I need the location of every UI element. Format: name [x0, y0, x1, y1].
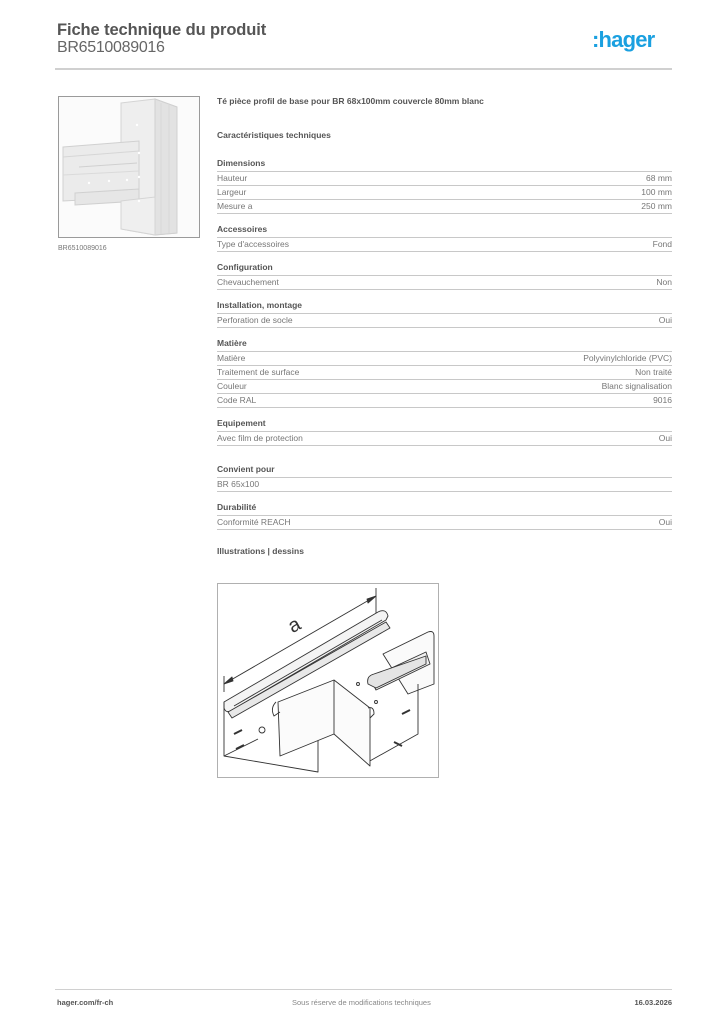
spec-value: Oui [658, 433, 672, 443]
group-dimensions [217, 158, 672, 214]
group-convient-pour [217, 464, 672, 492]
spec-row [217, 516, 672, 530]
spec-label: BR 65x100 [217, 479, 260, 489]
spec-row [217, 432, 672, 446]
group-title: Convient pour [217, 464, 672, 478]
spec-row [217, 238, 672, 252]
spec-label: Mesure a [217, 201, 253, 211]
group-accessoires [217, 224, 672, 252]
group-title: Durabilité [217, 502, 672, 516]
spec-value: 68 mm [646, 173, 672, 183]
spec-label: Matière [217, 353, 246, 363]
spec-value: Polyvinylchloride (PVC) [583, 353, 672, 363]
section-caption: Caractéristiques techniques [217, 130, 331, 140]
spec-row [217, 186, 672, 200]
product-photo [58, 96, 200, 238]
spec-label: Chevauchement [217, 277, 279, 287]
group-durabilite [217, 502, 672, 530]
spec-row [217, 394, 672, 408]
spec-row [217, 314, 672, 328]
group-equipement [217, 418, 672, 446]
tee-piece-drawing-icon [218, 584, 438, 777]
spec-row [217, 366, 672, 380]
spec-label: Largeur [217, 187, 247, 197]
technical-drawing [217, 583, 439, 778]
spec-row [217, 172, 672, 186]
spec-section [217, 96, 672, 556]
group-title: Dimensions [217, 158, 672, 172]
photo-caption: BR6510089016 [58, 245, 107, 252]
header-divider [55, 68, 672, 70]
group-title: Equipement [217, 418, 672, 432]
group-configuration [217, 262, 672, 290]
product-code: BR6510089016 [57, 39, 165, 56]
spec-value: Non traité [635, 367, 672, 377]
spec-value: Oui [658, 315, 672, 325]
group-title: Matière [217, 338, 672, 352]
spec-label: Traitement de surface [217, 367, 300, 377]
spec-row [217, 276, 672, 290]
footer-date: 16.03.2026 [634, 998, 672, 1007]
group-title: Configuration [217, 262, 672, 276]
spec-value: 9016 [653, 395, 672, 405]
spec-label: Conformité REACH [217, 517, 291, 527]
spec-value: Blanc signalisation [601, 381, 672, 391]
page-title: Fiche technique du produit [57, 21, 267, 39]
footer-disclaimer: Sous réserve de modifications techniques [292, 998, 431, 1007]
spec-value: Non [656, 277, 672, 287]
spec-value: 100 mm [641, 187, 672, 197]
illustrations-title: Illustrations | dessins [217, 546, 304, 556]
group-installation [217, 300, 672, 328]
spec-row [217, 478, 672, 492]
footer-divider [55, 989, 672, 990]
group-title: Installation, montage [217, 300, 672, 314]
spec-row [217, 200, 672, 214]
product-description: Té pièce profil de base pour BR 68x100mm couvercle 80mm blanc [217, 96, 484, 106]
spec-label: Perforation de socle [217, 315, 293, 325]
group-matiere [217, 338, 672, 408]
spec-value: Oui [658, 517, 672, 527]
footer-website-link[interactable]: hager.com/fr-ch [57, 998, 114, 1007]
spec-label: Hauteur [217, 173, 248, 183]
spec-row [217, 352, 672, 366]
spec-label: Code RAL [217, 395, 257, 405]
trunking-tee-photo-icon [59, 97, 199, 237]
group-title: Accessoires [217, 224, 672, 238]
spec-value: Fond [652, 239, 672, 249]
spec-label: Avec film de protection [217, 433, 303, 443]
spec-label: Couleur [217, 381, 247, 391]
spec-value: 250 mm [641, 201, 672, 211]
svg-text:a: a [284, 613, 305, 638]
spec-row [217, 380, 672, 394]
spec-label: Type d'accessoires [217, 239, 290, 249]
hager-logo: :hager [592, 27, 655, 52]
